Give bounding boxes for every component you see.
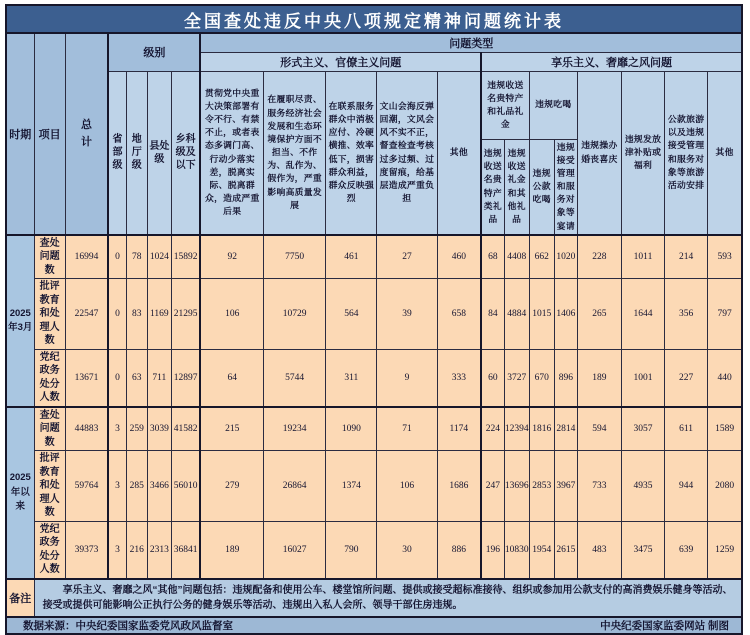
value-cell: 3475 (621, 521, 664, 579)
header-total (65, 33, 108, 235)
value-cell: 7750 (264, 235, 326, 279)
value-cell: 460 (437, 235, 481, 279)
header-hedonism-col-wedding: 违规操办婚丧喜庆 (577, 71, 621, 235)
value-cell: 39 (377, 279, 437, 350)
value-cell: 36841 (171, 521, 200, 579)
value-cell: 2313 (147, 521, 171, 579)
value-cell: 4884 (504, 279, 529, 350)
credit-label: 中央纪委国家监委网站 制图 (600, 619, 729, 632)
header-dining-col-banquet: 违规接受管理和服务对象等宴请 (554, 139, 577, 235)
value-cell: 12394 (504, 407, 529, 451)
header-item: 项目 (34, 33, 65, 235)
value-cell: 733 (577, 451, 621, 522)
header-problem-type: 问题类型 (200, 33, 742, 52)
value-cell: 0 (108, 235, 126, 279)
value-cell: 2080 (708, 451, 742, 522)
footer-row (6, 617, 742, 634)
value-cell: 2853 (529, 451, 554, 522)
value-cell: 662 (529, 235, 554, 279)
period-cell: 2025年3月 (6, 235, 34, 407)
value-cell: 3967 (554, 451, 577, 522)
value-cell: 265 (577, 279, 621, 350)
value-cell: 10729 (264, 279, 326, 350)
value-cell: 1169 (147, 279, 171, 350)
header-hedonism-group: 享乐主义、奢靡之风问题 (481, 52, 742, 71)
header-formalism-col-1: 贯彻党中央重大决策部署有令不行、有禁不止，或者表态多调门高、行动少落实差，脱离实际、脱离群众，造成严重后果 (200, 71, 263, 235)
title-row (6, 5, 742, 33)
value-cell: 63 (126, 349, 147, 407)
value-cell: 564 (326, 279, 377, 350)
table-row (6, 349, 742, 407)
value-cell: 1174 (437, 407, 481, 451)
value-cell: 711 (147, 349, 171, 407)
value-cell: 10830 (504, 521, 529, 579)
value-cell: 3 (108, 407, 126, 451)
remark-label: 备注 (6, 579, 34, 617)
value-cell: 1011 (621, 235, 664, 279)
value-cell: 71 (377, 407, 437, 451)
period-cell: 2025年以来 (6, 407, 34, 579)
value-cell: 1686 (437, 451, 481, 522)
value-cell: 189 (577, 349, 621, 407)
header-hedonism-col-other: 其他 (708, 71, 742, 235)
header-gifts-col-specialty: 违规收送名贵特产类礼品 (481, 139, 504, 235)
value-cell: 279 (200, 451, 263, 522)
value-cell: 227 (665, 349, 708, 407)
page-title: 全国查处违反中央八项规定精神问题统计表 (6, 5, 742, 33)
value-cell: 1406 (554, 279, 577, 350)
header-dining-group: 违规吃喝 (529, 71, 577, 139)
value-cell: 196 (481, 521, 504, 579)
value-cell: 3727 (504, 349, 529, 407)
value-cell: 44883 (65, 407, 108, 451)
value-cell: 247 (481, 451, 504, 522)
value-cell: 12897 (171, 349, 200, 407)
value-cell: 356 (665, 279, 708, 350)
footer-bar (6, 617, 742, 634)
table-row (6, 407, 742, 451)
value-cell: 1259 (708, 521, 742, 579)
remark-text: 享乐主义、奢靡之风“其他”问题包括：违规配备和使用公车、楼堂馆所问题、提供或接受超标准接待、组织或参加用公款支付的高消费娱乐健身等活动、接受或提供可能影响公正执行公务的健身娱乐等活动、违规出入私人会所、领导干部住房违规。 (34, 579, 742, 617)
value-cell: 84 (481, 279, 504, 350)
header-level-township: 乡科级及以下 (171, 71, 200, 235)
value-cell: 4408 (504, 235, 529, 279)
value-cell: 78 (126, 235, 147, 279)
value-cell: 944 (665, 451, 708, 522)
value-cell: 64 (200, 349, 263, 407)
statistics-table (5, 4, 743, 635)
value-cell: 41582 (171, 407, 200, 451)
header-formalism-col-3: 在联系服务群众中消极应付、冷硬横推、效率低下，损害群众利益，群众反映强烈 (326, 71, 377, 235)
value-cell: 16994 (65, 235, 108, 279)
value-cell: 56010 (171, 451, 200, 522)
value-cell: 2615 (554, 521, 577, 579)
row-label: 查处问题数 (34, 235, 65, 279)
header-hedonism-col-travel: 公款旅游以及违规接受管理和服务对象等旅游活动安排 (665, 71, 708, 235)
value-cell: 3 (108, 451, 126, 522)
value-cell: 27 (377, 235, 437, 279)
value-cell: 189 (200, 521, 263, 579)
header-period: 时期 (6, 33, 34, 235)
table-row (6, 235, 742, 279)
value-cell: 59764 (65, 451, 108, 522)
value-cell: 1015 (529, 279, 554, 350)
row-label: 党纪政务处分人数 (34, 521, 65, 579)
value-cell: 92 (200, 235, 263, 279)
value-cell: 1954 (529, 521, 554, 579)
remark-row (6, 579, 742, 617)
value-cell: 5744 (264, 349, 326, 407)
value-cell: 1589 (708, 407, 742, 451)
value-cell: 0 (108, 349, 126, 407)
header-level-province: 省部级 (108, 71, 126, 235)
value-cell: 9 (377, 349, 437, 407)
value-cell: 13696 (504, 451, 529, 522)
value-cell: 16027 (264, 521, 326, 579)
header-total-label: 总计 (80, 119, 92, 148)
header-gifts-group: 违规收送名贵特产和礼品礼金 (481, 71, 529, 139)
value-cell: 228 (577, 235, 621, 279)
value-cell: 790 (326, 521, 377, 579)
value-cell: 259 (126, 407, 147, 451)
table-row (6, 279, 742, 350)
value-cell: 311 (326, 349, 377, 407)
row-label: 查处问题数 (34, 407, 65, 451)
value-cell: 285 (126, 451, 147, 522)
row-label: 批评教育和处理人数 (34, 451, 65, 522)
value-cell: 886 (437, 521, 481, 579)
value-cell: 1090 (326, 407, 377, 451)
value-cell: 19234 (264, 407, 326, 451)
value-cell: 1020 (554, 235, 577, 279)
value-cell: 224 (481, 407, 504, 451)
value-cell: 106 (200, 279, 263, 350)
header-level-group: 级别 (108, 33, 200, 71)
value-cell: 639 (665, 521, 708, 579)
value-cell: 0 (108, 279, 126, 350)
value-cell: 593 (708, 235, 742, 279)
data-source-label: 数据来源：中央纪委国家监委党风政风监督室 (23, 619, 233, 632)
value-cell: 4935 (621, 451, 664, 522)
table-row (6, 521, 742, 579)
value-cell: 30 (377, 521, 437, 579)
value-cell: 333 (437, 349, 481, 407)
statistics-table-page (5, 4, 745, 635)
value-cell: 13671 (65, 349, 108, 407)
value-cell: 1024 (147, 235, 171, 279)
value-cell: 3 (108, 521, 126, 579)
header-row-groups (6, 33, 742, 52)
value-cell: 670 (529, 349, 554, 407)
value-cell: 22547 (65, 279, 108, 350)
value-cell: 658 (437, 279, 481, 350)
value-cell: 215 (200, 407, 263, 451)
header-level-county: 县处级 (147, 71, 171, 235)
footer-content (7, 618, 741, 633)
value-cell: 1816 (529, 407, 554, 451)
header-dining-col-public-funds: 违规公款吃喝 (529, 139, 554, 235)
value-cell: 2814 (554, 407, 577, 451)
value-cell: 1001 (621, 349, 664, 407)
value-cell: 83 (126, 279, 147, 350)
header-level-prefecture: 地厅级 (126, 71, 147, 235)
value-cell: 797 (708, 279, 742, 350)
value-cell: 39373 (65, 521, 108, 579)
value-cell: 440 (708, 349, 742, 407)
header-gifts-col-cash: 违规收送礼金和其他礼品 (504, 139, 529, 235)
value-cell: 68 (481, 235, 504, 279)
value-cell: 21295 (171, 279, 200, 350)
value-cell: 3466 (147, 451, 171, 522)
header-hedonism-col-allowance: 违规发放津补贴或福利 (621, 71, 664, 235)
value-cell: 3039 (147, 407, 171, 451)
header-formalism-group: 形式主义、官僚主义问题 (200, 52, 481, 71)
header-row-detail-upper (6, 71, 742, 139)
table-row (6, 451, 742, 522)
value-cell: 26864 (264, 451, 326, 522)
value-cell: 611 (665, 407, 708, 451)
header-formalism-col-4: 文山会海反弹回潮，文风会风不实不正，督查检查考核过多过频、过度留痕，给基层造成严重负担 (377, 71, 437, 235)
row-label: 批评教育和处理人数 (34, 279, 65, 350)
value-cell: 1374 (326, 451, 377, 522)
value-cell: 216 (126, 521, 147, 579)
header-formalism-col-other: 其他 (437, 71, 481, 235)
header-formalism-col-2: 在履职尽责、服务经济社会发展和生态环境保护方面不担当、不作为、乱作为、假作为，严重影响高质量发展 (264, 71, 326, 235)
value-cell: 15892 (171, 235, 200, 279)
value-cell: 461 (326, 235, 377, 279)
value-cell: 896 (554, 349, 577, 407)
value-cell: 3057 (621, 407, 664, 451)
value-cell: 106 (377, 451, 437, 522)
value-cell: 60 (481, 349, 504, 407)
row-label: 党纪政务处分人数 (34, 349, 65, 407)
value-cell: 1644 (621, 279, 664, 350)
value-cell: 594 (577, 407, 621, 451)
value-cell: 483 (577, 521, 621, 579)
value-cell: 214 (665, 235, 708, 279)
